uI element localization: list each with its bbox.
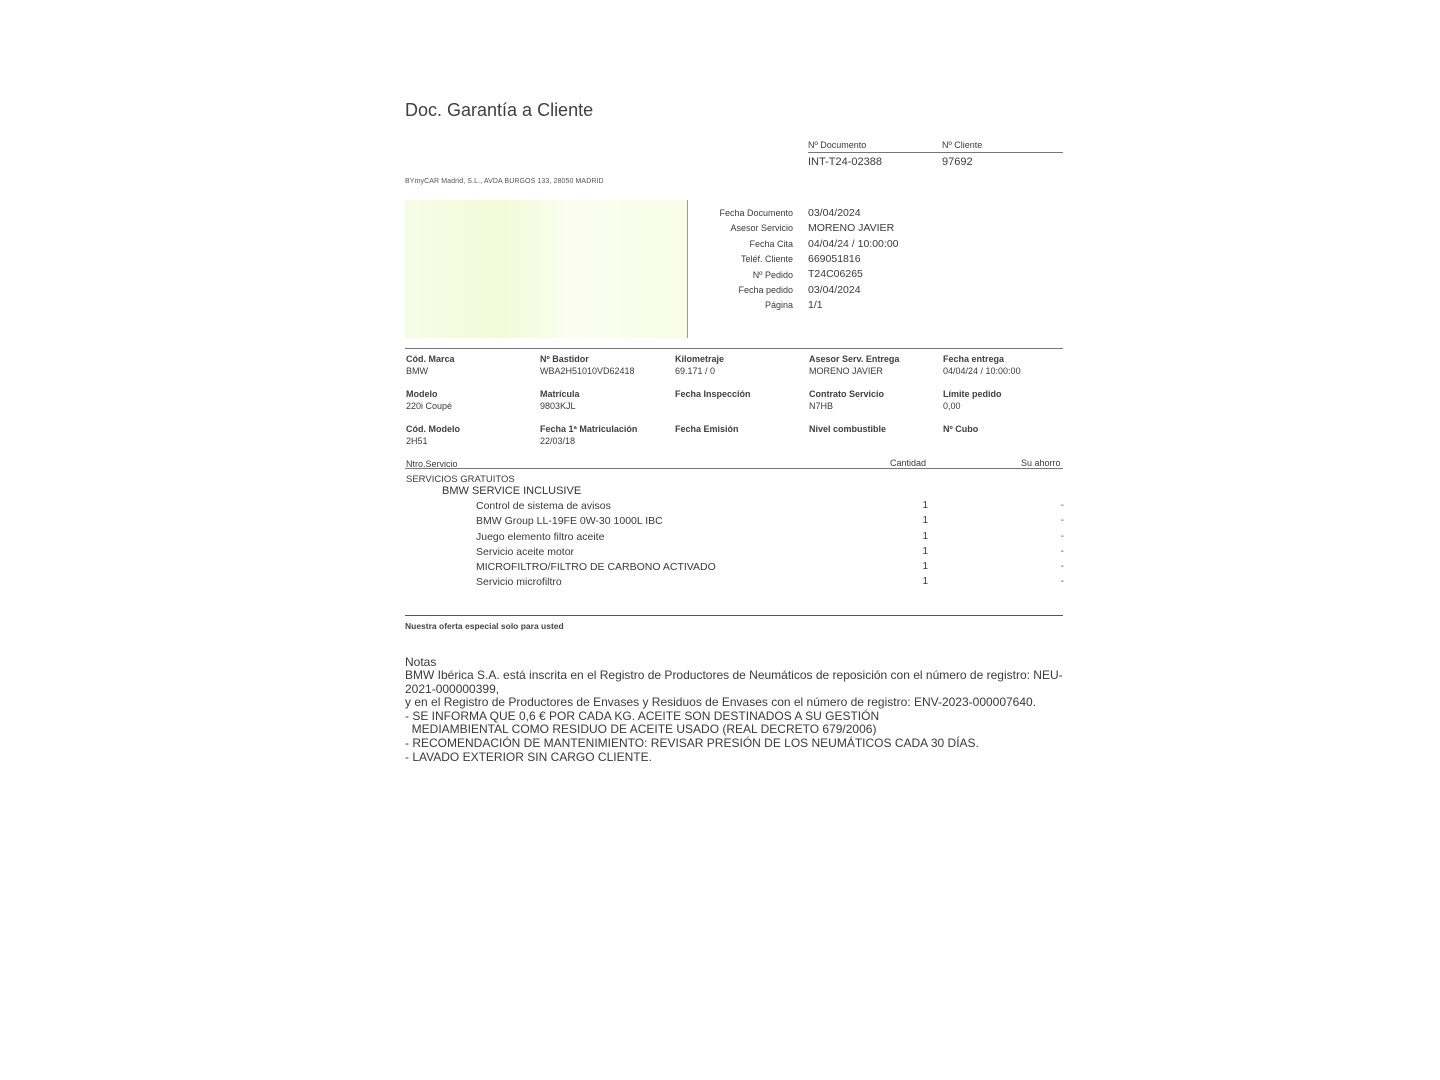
col-qty-header: Cantidad [890, 458, 927, 468]
notes-line: y en el Registro de Productores de Envases y Residuos de Envases con el número de registro: ENV-2023-000007640. [405, 695, 1037, 709]
notes-line: - SE INFORMA QUE 0,6 € POR CADA KG. ACEITE SON DESTINADOS A SU GESTIÓN [405, 709, 880, 723]
service-subgroup: BMW SERVICE INCLUSIVE [442, 485, 582, 497]
notes-line: MEDIAMBIENTAL COMO RESIDUO DE ACEITE USADO (REAL DECRETO 679/2006) [405, 722, 877, 736]
vehicle-label: Fecha 1ª Matriculación [540, 424, 638, 434]
client-number-label: Nº Cliente [942, 140, 983, 150]
service-item-qty: 1 [922, 500, 928, 511]
vehicle-value: WBA2H51010VD62418 [540, 366, 635, 376]
service-item-saving: - [1060, 576, 1064, 587]
vehicle-label: Kilometraje [675, 354, 725, 364]
document-title: Doc. Garantía a Cliente [405, 100, 594, 120]
notes-title: Notas [405, 655, 437, 669]
vehicle-value: 69.171 / 0 [675, 366, 716, 376]
info-value: 04/04/24 / 10:00:00 [808, 238, 899, 250]
vehicle-value: MORENO JAVIER [809, 366, 883, 376]
vehicle-label: Asesor Serv. Entrega [809, 354, 900, 364]
vehicle-label: Nº Cubo [943, 424, 979, 434]
vehicle-value: N7HB [809, 401, 834, 411]
service-item-name: BMW Group LL-19FE 0W-30 1000L IBC [476, 515, 663, 527]
client-number: 97692 [942, 156, 973, 168]
notes-line: 2021-000000399, [405, 682, 500, 696]
section-divider [405, 348, 1063, 349]
vehicle-label: Nº Bastidor [540, 354, 589, 364]
redacted-address-block [405, 200, 688, 338]
service-item-qty: 1 [922, 531, 928, 542]
col-saving-header: Su ahorro [1021, 458, 1061, 468]
special-offer-label: Nuestra oferta especial solo para usted [405, 621, 564, 631]
service-item-saving: - [1060, 515, 1064, 526]
vehicle-value: 0,00 [943, 401, 961, 411]
vehicle-label: Nivel combustible [809, 424, 887, 434]
service-item-qty: 1 [922, 576, 928, 587]
service-item-saving: - [1060, 561, 1064, 572]
col-service-header: Ntro.Servicio [406, 459, 458, 469]
info-label: Fecha Documento [719, 208, 793, 218]
vehicle-label: Cód. Marca [406, 354, 455, 364]
vehicle-value: 22/03/18 [540, 436, 576, 446]
info-value: T24C06265 [808, 268, 863, 280]
vehicle-value: 2H51 [406, 436, 428, 446]
service-item-saving: - [1060, 500, 1064, 511]
service-group: SERVICIOS GRATUITOS [406, 474, 515, 485]
vehicle-label: Fecha Inspección [675, 389, 751, 399]
service-item-name: Servicio aceite motor [476, 546, 575, 558]
vehicle-label: Fecha entrega [943, 354, 1005, 364]
service-item-qty: 1 [922, 561, 928, 572]
service-item-qty: 1 [922, 515, 928, 526]
vehicle-label: Matrícula [540, 389, 580, 399]
vehicle-label: Límite pedido [943, 389, 1002, 399]
info-label: Fecha pedido [738, 285, 793, 295]
table-footer-divider [405, 615, 1063, 616]
doc-number: INT-T24-02388 [808, 156, 882, 168]
vehicle-label: Contrato Servicio [809, 389, 885, 399]
service-item-saving: - [1060, 546, 1064, 557]
info-label: Página [764, 300, 793, 310]
service-item-saving: - [1060, 531, 1064, 542]
info-label: Asesor Servicio [730, 223, 793, 233]
header-divider [808, 152, 1063, 153]
vehicle-label: Fecha Emisión [675, 424, 739, 434]
service-item-name: MICROFILTRO/FILTRO DE CARBONO ACTIVADO [476, 561, 716, 573]
info-label: Teléf. Cliente [740, 254, 793, 264]
service-item-name: Juego elemento filtro aceite [476, 531, 605, 543]
notes-line: - RECOMENDACIÓN DE MANTENIMIENTO: REVISAR PRESIÓN DE LOS NEUMÁTICOS CADA 30 DÍAS. [405, 736, 979, 750]
service-item-qty: 1 [922, 546, 928, 557]
vehicle-value: 04/04/24 / 10:00:00 [943, 366, 1021, 376]
notes-line: - LAVADO EXTERIOR SIN CARGO CLIENTE. [405, 750, 652, 764]
notes-line: BMW Ibérica S.A. está inscrita en el Registro de Productores de Neumáticos de reposición con el número de registro: NEU- [405, 668, 1063, 682]
info-value: MORENO JAVIER [808, 222, 895, 234]
info-label: Nº Pedido [752, 270, 793, 280]
info-value: 03/04/2024 [808, 207, 861, 219]
service-item-name: Control de sistema de avisos [476, 500, 611, 512]
info-label: Fecha Cita [749, 239, 793, 249]
table-header-divider [405, 468, 1063, 469]
vehicle-value: 220i Coupé [406, 401, 453, 411]
vehicle-label: Cód. Modelo [406, 424, 460, 434]
info-value: 669051816 [808, 253, 861, 265]
company-address-line: BYmyCAR Madrid, S.L., AVDA BURGOS 133, 28050 MADRID [405, 178, 604, 185]
info-value: 1/1 [808, 299, 823, 311]
doc-number-label: Nº Documento [808, 140, 867, 150]
vehicle-value: BMW [406, 366, 428, 376]
vehicle-label: Modelo [406, 389, 438, 399]
info-value: 03/04/2024 [808, 284, 861, 296]
vehicle-value: 9803KJL [540, 401, 576, 411]
service-item-name: Servicio microfiltro [476, 576, 562, 588]
